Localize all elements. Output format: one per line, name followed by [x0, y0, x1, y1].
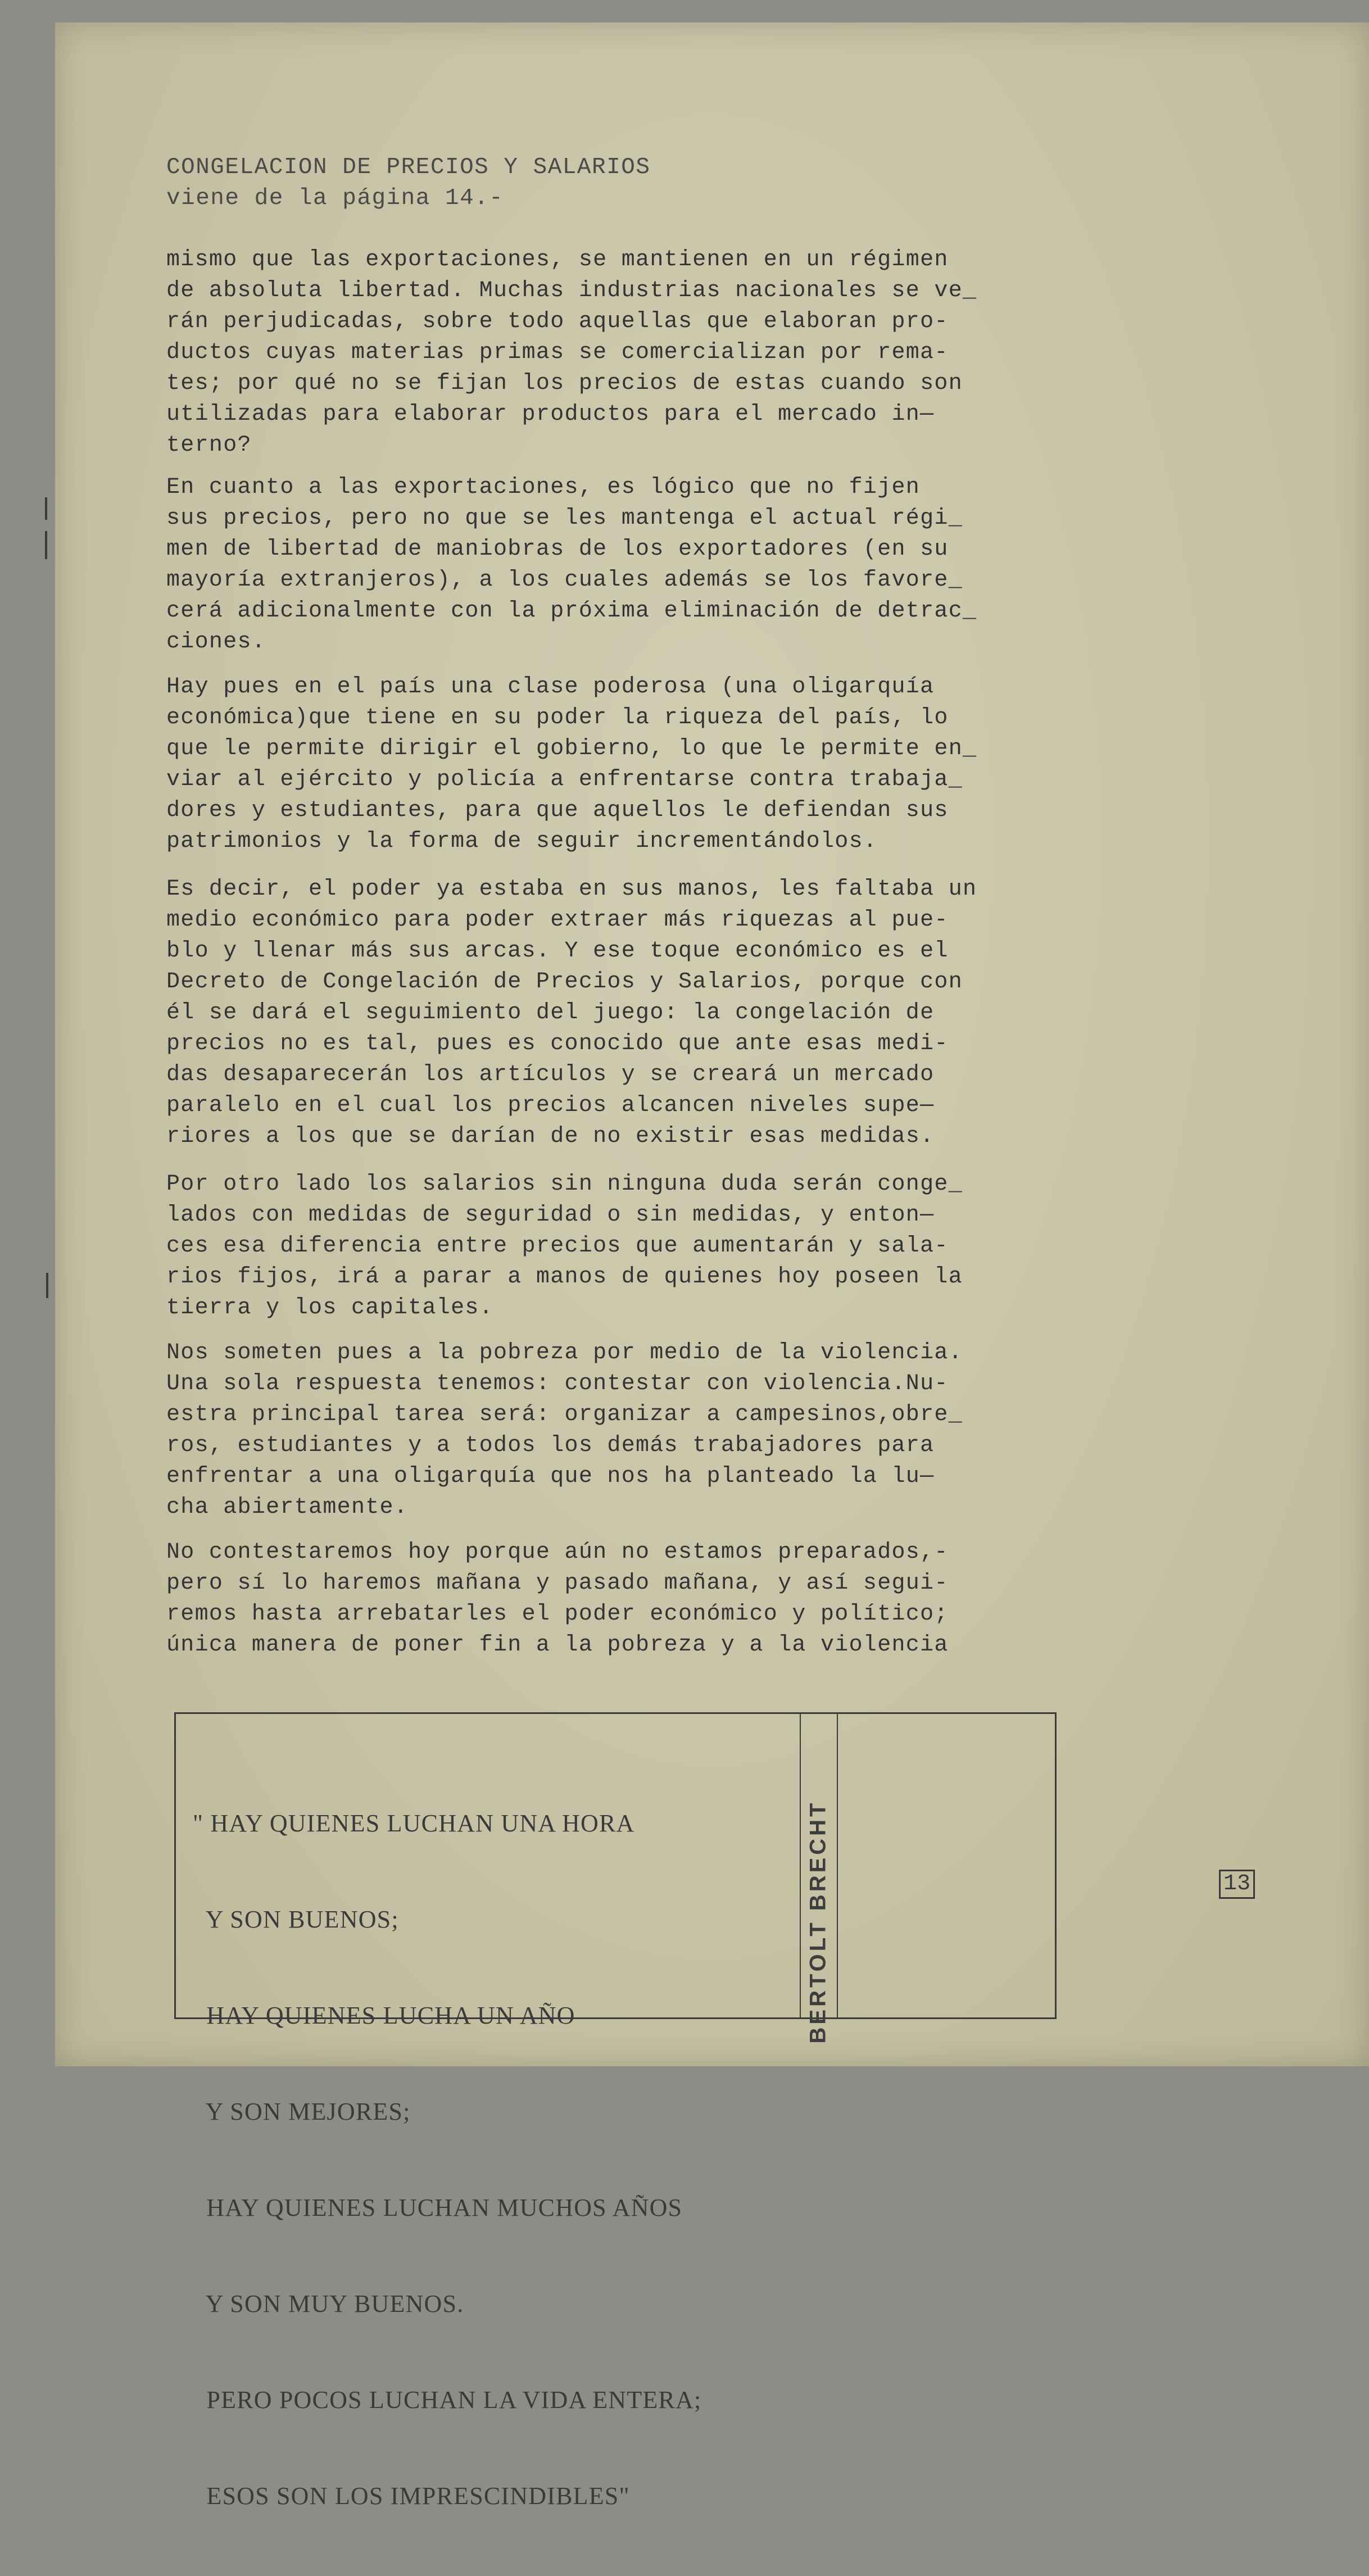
body-line: Decreto de Congelación de Precios y Salarios, porque con [166, 969, 963, 995]
body-line: En cuanto a las exportaciones, es lógico que no fijen [166, 475, 921, 500]
body-line: blo y llenar más sus arcas. Y ese toque económico es el [166, 938, 949, 964]
poem-line: HAY QUIENES LUCHAN MUCHOS AÑOS [193, 2194, 683, 2221]
body-line: dores y estudiantes, para que aquellos le defiendan sus [166, 798, 949, 823]
body-line: paralelo en el cual los precios alcancen niveles supe— [166, 1093, 935, 1118]
body-line: mayoría extranjeros), a los cuales además se los favore_ [166, 568, 963, 593]
quote-author: BERTOLT BRECHT [805, 1800, 831, 2044]
body-line: rán perjudicadas, sobre todo aquellas que elaboran pro- [166, 309, 949, 334]
quote-box [174, 1712, 1057, 2510]
body-line: ciones. [166, 629, 266, 655]
body-line: rios fijos, irá a parar a manos de quienes hoy poseen la [166, 1264, 963, 1290]
body-line: remos hasta arrebatarles el poder económico y político; [166, 1602, 949, 1627]
body-line: sus precios, pero no que se les mantenga el actual régi_ [166, 506, 963, 531]
body-line: Es decir, el poder ya estaba en sus manos, les faltaba un [166, 877, 977, 902]
body-line: patrimonios y la forma de seguir incrementándolos. [166, 829, 878, 854]
body-line: Nos someten pues a la pobreza por medio de la violencia. [166, 1340, 963, 1366]
poem-line: Y SON BUENOS; [193, 1906, 399, 1933]
body-line: das desaparecerán los artículos y se creará un mercado [166, 1062, 935, 1087]
poem-line: " HAY QUIENES LUCHAN UNA HORA [193, 1809, 635, 1837]
poem-line: ESOS SON LOS IMPRESCINDIBLES" [193, 2482, 630, 2510]
body-line: que le permite dirigir el gobierno, lo que le permite en_ [166, 736, 977, 761]
continued-from-note: viene de la página 14.- [166, 185, 504, 211]
body-line: enfrentar a una oligarquía que nos ha planteado la lu— [166, 1464, 935, 1489]
body-line: precios no es tal, pues es conocido que ante esas medi- [166, 1031, 949, 1056]
page-number: 13 [1219, 1870, 1255, 1899]
body-line: tes; por qué no se fijan los precios de estas cuando son [166, 371, 963, 396]
body-line: mismo que las exportaciones, se mantienen en un régimen [166, 247, 949, 273]
body-line: cerá adicionalmente con la próxima eliminación de detrac_ [166, 598, 977, 624]
body-line: men de libertad de maniobras de los exportadores (en su [166, 537, 949, 562]
body-line: terno? [166, 433, 252, 458]
body-line: tierra y los capitales. [166, 1295, 493, 1321]
poem-line: Y SON MEJORES; [193, 2098, 411, 2125]
body-line: No contestaremos hoy porque aún no estamos preparados,- [166, 1540, 949, 1565]
body-line: cha abiertamente. [166, 1495, 409, 1520]
body-line: medio económico para poder extraer más riquezas al pue- [166, 908, 949, 933]
article-title: CONGELACION DE PRECIOS Y SALARIOS [166, 155, 651, 180]
body-line: lados con medidas de seguridad o sin medidas, y enton— [166, 1203, 935, 1228]
body-line: ros, estudiantes y a todos los demás trabajadores para [166, 1433, 935, 1458]
quote-divider-left [800, 1714, 801, 2017]
body-line: riores a los que se darían de no existir esas medidas. [166, 1124, 935, 1149]
quote-poem [193, 1743, 701, 2576]
body-line: él se dará el seguimiento del juego: la congelación de [166, 1000, 935, 1026]
body-line: única manera de poner fin a la pobreza y a la violencia [166, 1632, 949, 1658]
poem-line: PERO POCOS LUCHAN LA VIDA ENTERA; [193, 2386, 702, 2414]
margin-mark [45, 497, 47, 520]
body-line: Hay pues en el país una clase poderosa (una oligarquía [166, 674, 935, 700]
margin-mark [45, 531, 47, 559]
body-line: de absoluta libertad. Muchas industrias nacionales se ve_ [166, 278, 977, 303]
poem-line: Y SON MUY BUENOS. [193, 2290, 464, 2318]
body-line: pero sí lo haremos mañana y pasado mañana, y así segui- [166, 1571, 949, 1596]
body-line: económica)que tiene en su poder la riqueza del país, lo [166, 705, 949, 731]
body-line: utilizadas para elaborar productos para el mercado in— [166, 402, 935, 427]
margin-mark [46, 1273, 48, 1298]
poem-line: HAY QUIENES LUCHA UN AÑO [193, 2002, 575, 2029]
body-line: ductos cuyas materias primas se comercializan por rema- [166, 340, 949, 365]
body-line: Por otro lado los salarios sin ninguna duda serán conge_ [166, 1172, 963, 1197]
body-line: Una sola respuesta tenemos: contestar con violencia.Nu- [166, 1371, 949, 1396]
body-line: viar al ejército y policía a enfrentarse contra trabaja_ [166, 767, 963, 792]
body-line: ces esa diferencia entre precios que aumentarán y sala- [166, 1233, 949, 1259]
quote-divider-right [837, 1714, 838, 2017]
body-line: estra principal tarea será: organizar a campesinos,obre_ [166, 1402, 963, 1427]
